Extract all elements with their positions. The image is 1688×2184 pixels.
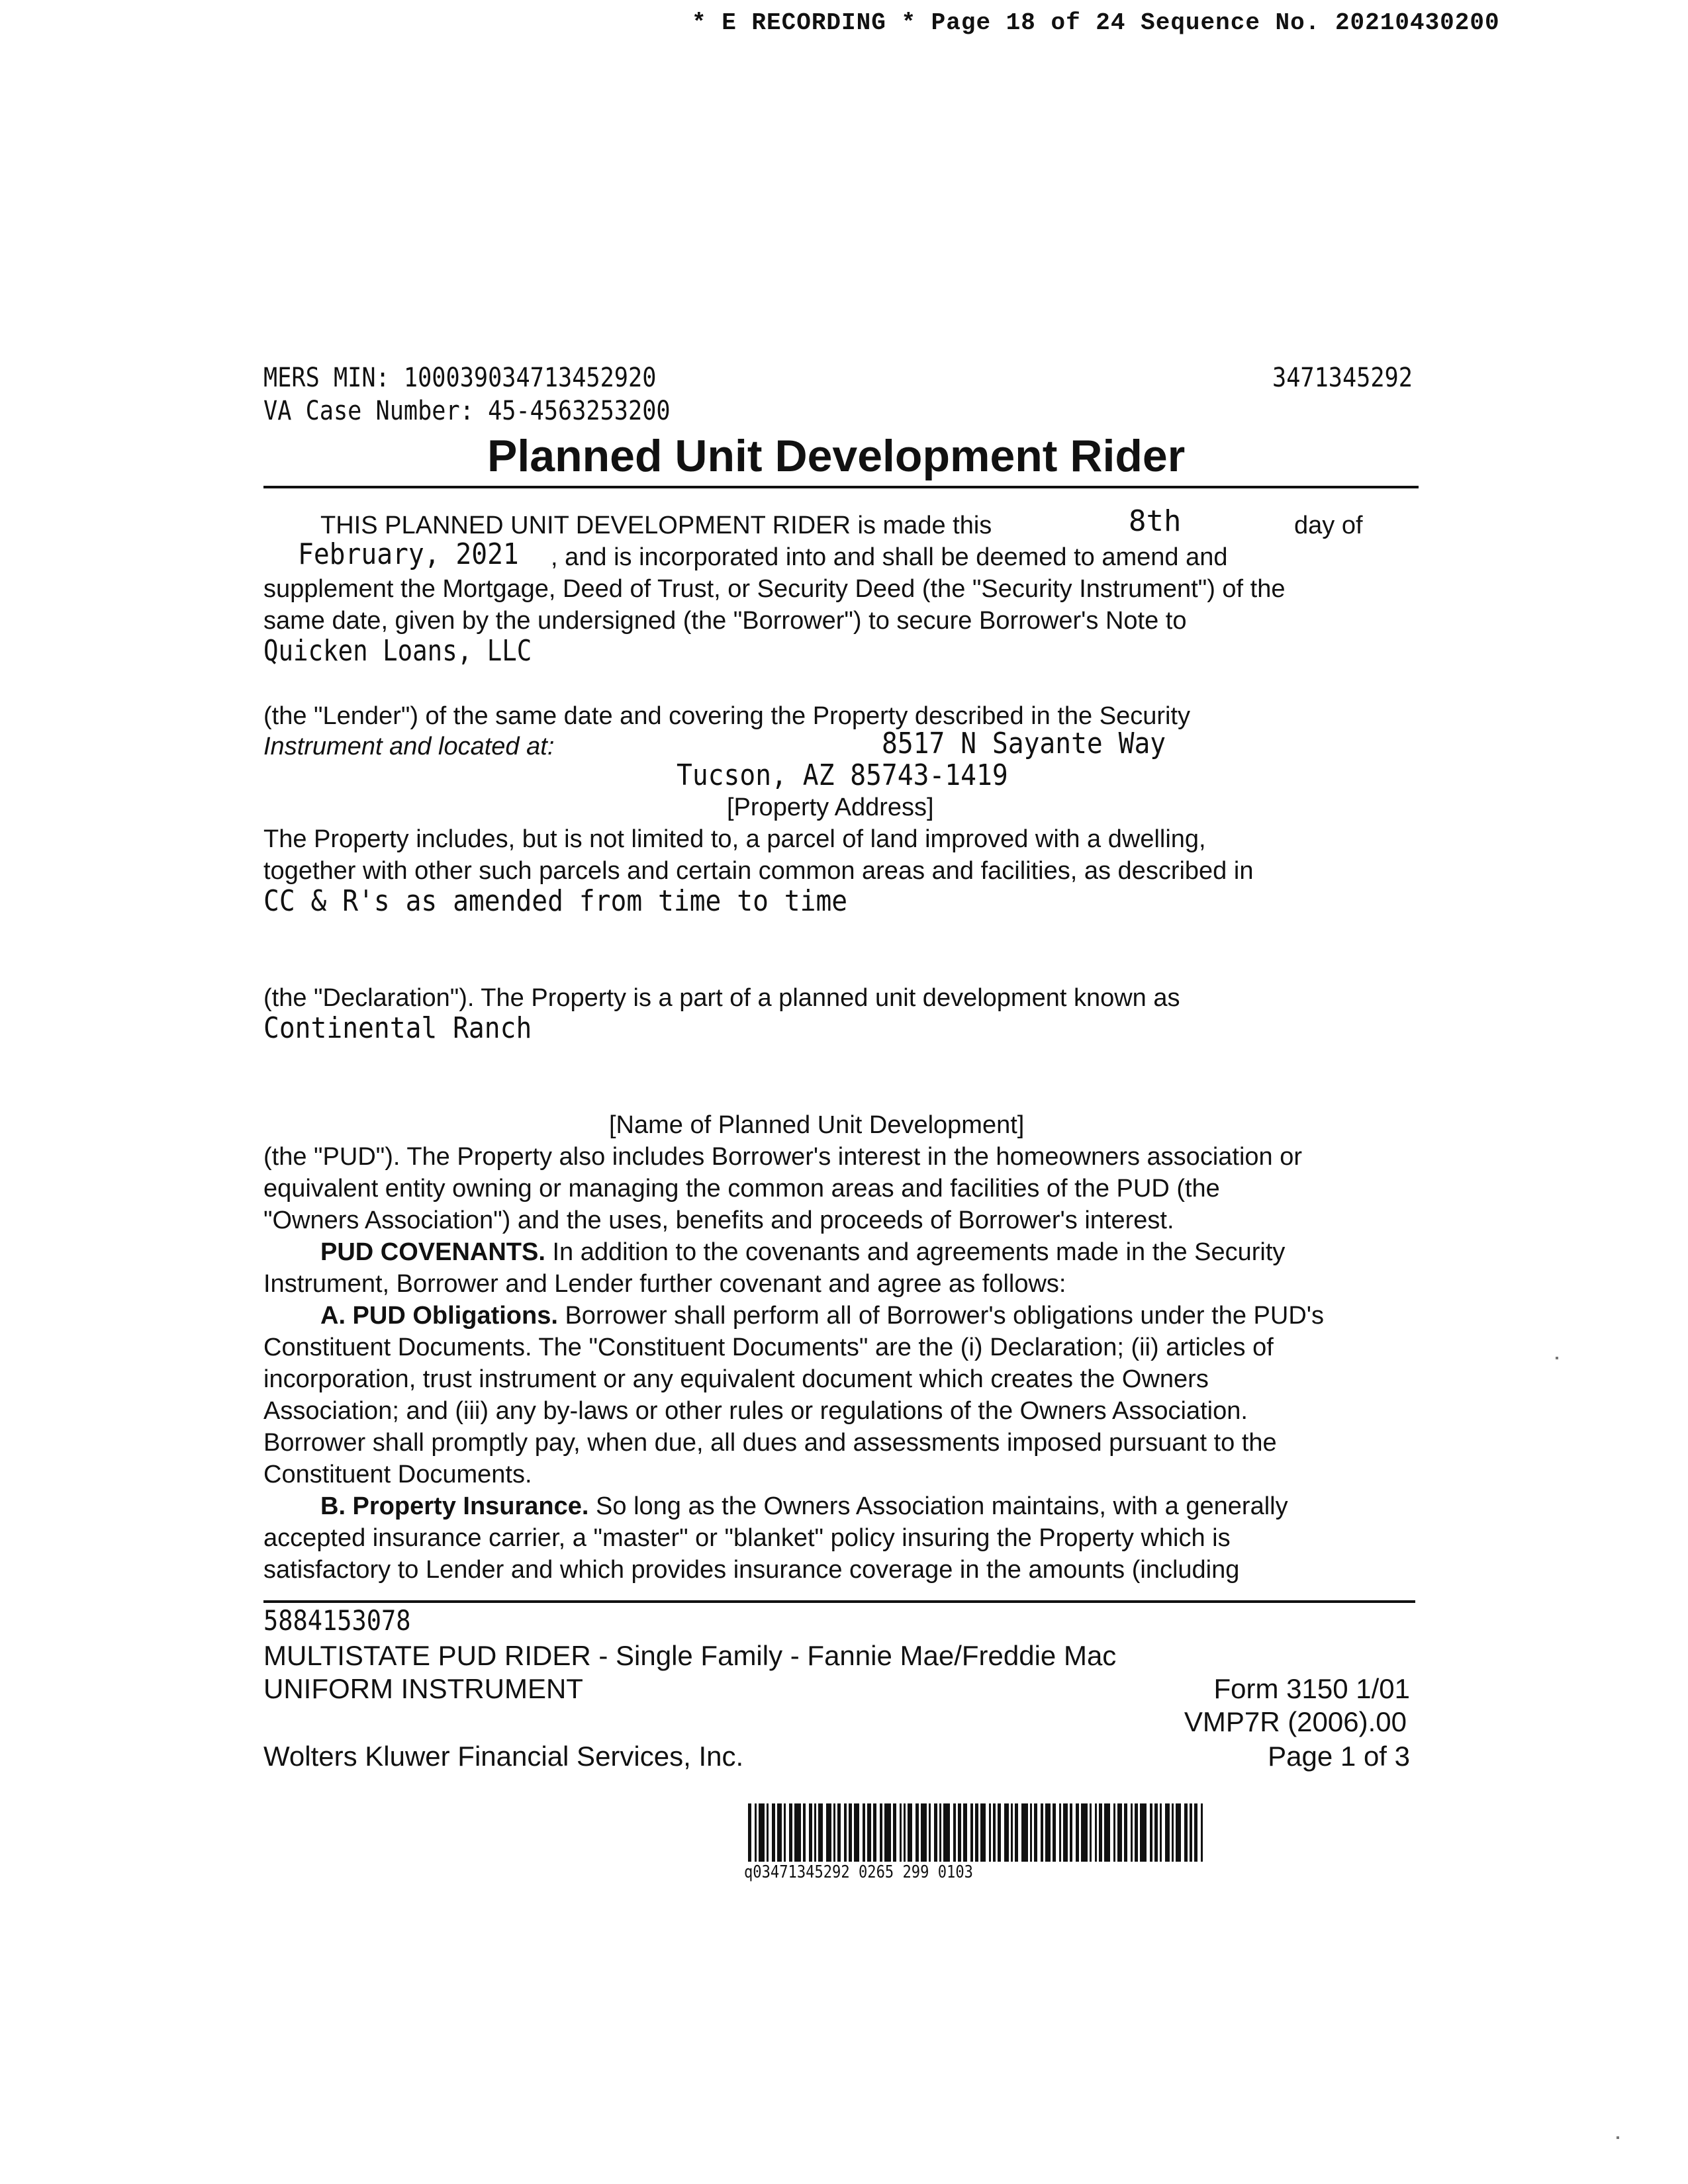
barcode-bar: [818, 1803, 823, 1862]
recording-stamp: * E RECORDING * Page 18 of 24 Sequence No. 20210430200: [692, 9, 1500, 36]
scan-speck: [1617, 2136, 1619, 2139]
barcode-bar: [1099, 1803, 1102, 1862]
barcode-bar: [934, 1803, 937, 1862]
barcode-bar: [1165, 1803, 1170, 1862]
page-title: Planned Unit Development Rider: [487, 431, 1186, 481]
covenants-heading: PUD COVENANTS.: [320, 1238, 545, 1266]
barcode-bar: [1194, 1803, 1197, 1862]
barcode-bar: [767, 1803, 769, 1862]
barcode-bar: [1095, 1803, 1097, 1862]
barcode-bar: [854, 1803, 859, 1862]
mers-min: MERS MIN: 100039034713452920: [263, 363, 657, 393]
publisher: Wolters Kluwer Financial Services, Inc.: [263, 1741, 744, 1772]
lender-line: (the "Lender") of the same date and covering the Property described in the Security: [263, 702, 1190, 730]
barcode-bar: [1081, 1803, 1088, 1862]
barcode-bar: [998, 1803, 1001, 1862]
barcode-bar: [1160, 1803, 1162, 1862]
footer-rule: [263, 1600, 1415, 1603]
covenants-line2: Instrument, Borrower and Lender further covenant and agree as follows:: [263, 1270, 1066, 1298]
property-desc-line1: The Property includes, but is not limited to, a parcel of land improved with a dwelling,: [263, 825, 1206, 853]
barcode-bar: [1113, 1803, 1115, 1862]
section-b-heading: B. Property Insurance.: [320, 1492, 589, 1520]
barcode-bar: [939, 1803, 941, 1862]
barcode-bar: [975, 1803, 978, 1862]
intro-line1: THIS PLANNED UNIT DEVELOPMENT RIDER is made this: [320, 512, 992, 539]
barcode-bar: [1104, 1803, 1109, 1862]
barcode-bar: [1041, 1803, 1043, 1862]
instrument-located-at: Instrument and located at:: [263, 733, 555, 760]
barcode-bar: [880, 1803, 882, 1862]
barcode-bar: [1045, 1803, 1051, 1862]
page-number: Page 1 of 3: [1268, 1741, 1410, 1772]
barcode-bar: [826, 1803, 831, 1862]
barcode-bar: [1131, 1803, 1133, 1862]
barcode-bar: [1076, 1803, 1079, 1862]
pud-paragraph-line: equivalent entity owning or managing the common areas and facilities of the PUD (the: [263, 1175, 1220, 1203]
barcode-bar: [1070, 1803, 1072, 1862]
barcode-bar: [1090, 1803, 1092, 1862]
section-b-text: So long as the Owners Association maintains, with a generally: [588, 1492, 1288, 1520]
form-title: MULTISTATE PUD RIDER - Single Family - Fannie Mae/Freddie Mac: [263, 1640, 1117, 1671]
day-of-label: day of: [1294, 512, 1363, 539]
barcode-bar: [863, 1803, 865, 1862]
rider-month-year: February, 2021: [298, 537, 519, 571]
covenants-text: In addition to the covenants and agreements made in the Security: [545, 1238, 1286, 1266]
barcode-bar: [1004, 1803, 1009, 1862]
barcode-bar: [1015, 1803, 1018, 1862]
barcode: [748, 1803, 1205, 1862]
barcode-bar: [1172, 1803, 1174, 1862]
pud-name-caption: [Name of Planned Unit Development]: [609, 1111, 1025, 1139]
pud-name: Continental Ranch: [263, 1011, 532, 1045]
barcode-bar: [1135, 1803, 1138, 1862]
barcode-bar: [1154, 1803, 1158, 1862]
barcode-bar: [915, 1803, 919, 1862]
lender-name: Quicken Loans, LLC: [263, 634, 532, 668]
property-address-caption: [Property Address]: [727, 794, 934, 821]
barcode-text: q03471345292 0265 299 0103: [744, 1862, 973, 1882]
barcode-bar: [929, 1803, 931, 1862]
barcode-bar: [784, 1803, 786, 1862]
section-a-line: Association; and (iii) any by-laws or other rules or regulations of the Owners Association.: [263, 1397, 1248, 1425]
barcode-bar: [1201, 1803, 1203, 1862]
barcode-bar: [777, 1803, 782, 1862]
barcode-bar: [844, 1803, 846, 1862]
va-case-number: VA Case Number: 45-4563253200: [263, 396, 671, 426]
document-number: 5884153078: [263, 1604, 411, 1637]
property-address-line2: Tucson, AZ 85743-1419: [677, 758, 1008, 792]
section-a-line: incorporation, trust instrument or any equivalent document which creates the Owners: [263, 1365, 1209, 1393]
barcode-bar: [1063, 1803, 1068, 1862]
barcode-bar: [1059, 1803, 1061, 1862]
barcode-bar: [833, 1803, 835, 1862]
section-b-line: accepted insurance carrier, a "master" or "blanket" policy insuring the Property which is: [263, 1524, 1231, 1552]
barcode-bar: [1190, 1803, 1192, 1862]
barcode-bar: [884, 1803, 891, 1862]
barcode-bar: [755, 1803, 757, 1862]
barcode-bar: [904, 1803, 906, 1862]
section-b-line: satisfactory to Lender and which provides insurance coverage in the amounts (including: [263, 1556, 1240, 1584]
uniform-instrument: UNIFORM INSTRUMENT: [263, 1673, 583, 1704]
barcode-bar: [921, 1803, 926, 1862]
barcode-bar: [1117, 1803, 1122, 1862]
rider-day: 8th: [1129, 504, 1182, 538]
declaration-document: CC & R's as amended from time to time: [263, 884, 848, 918]
loan-number: 3471345292: [1272, 363, 1413, 393]
barcode-bar: [789, 1803, 792, 1862]
barcode-bar: [759, 1803, 764, 1862]
barcode-bar: [1034, 1803, 1037, 1862]
covenants-line1: [320, 1236, 1285, 1268]
form-number: Form 3150 1/01: [1213, 1673, 1410, 1704]
barcode-bar: [1124, 1803, 1127, 1862]
barcode-bar: [963, 1803, 968, 1862]
section-a-line: Borrower shall promptly pay, when due, all dues and assessments imposed pursuant to the: [263, 1429, 1277, 1457]
barcode-bar: [1184, 1803, 1188, 1862]
barcode-bar: [980, 1803, 986, 1862]
barcode-bar: [900, 1803, 902, 1862]
section-a-line: Constituent Documents. The "Constituent Documents" are the (i) Declaration; (ii) articles of: [263, 1334, 1274, 1361]
barcode-bar: [993, 1803, 995, 1862]
declaration-line: (the "Declaration"). The Property is a part of a planned unit development known as: [263, 984, 1180, 1012]
barcode-bar: [748, 1803, 751, 1862]
section-a-heading: A. PUD Obligations.: [320, 1302, 558, 1330]
barcode-bar: [1030, 1803, 1032, 1862]
barcode-bar: [1176, 1803, 1181, 1862]
title-rule: [263, 486, 1419, 488]
section-a-line: Constituent Documents.: [263, 1461, 532, 1488]
barcode-bar: [1021, 1803, 1028, 1862]
barcode-bar: [958, 1803, 961, 1862]
barcode-bar: [814, 1803, 816, 1862]
barcode-bar: [943, 1803, 950, 1862]
barcode-bar: [809, 1803, 812, 1862]
pud-paragraph-line: "Owners Association") and the uses, benefits and proceeds of Borrower's interest.: [263, 1206, 1174, 1234]
barcode-bar: [970, 1803, 972, 1862]
barcode-bar: [1053, 1803, 1056, 1862]
property-desc-line2: together with other such parcels and certain common areas and facilities, as described in: [263, 857, 1254, 885]
section-b-line1: [320, 1490, 1288, 1522]
barcode-bar: [867, 1803, 872, 1862]
barcode-bar: [849, 1803, 852, 1862]
barcode-bar: [803, 1803, 805, 1862]
barcode-bar: [794, 1803, 801, 1862]
barcode-bar: [1011, 1803, 1013, 1862]
intro-line3: supplement the Mortgage, Deed of Trust, or Security Deed (the "Security Instrument") of the: [263, 575, 1286, 603]
barcode-bar: [908, 1803, 912, 1862]
barcode-bar: [772, 1803, 775, 1862]
barcode-bar: [873, 1803, 876, 1862]
barcode-bar: [1140, 1803, 1147, 1862]
section-a-line1: [320, 1300, 1324, 1332]
barcode-bar: [953, 1803, 955, 1862]
vmp-code: VMP7R (2006).00: [1184, 1706, 1407, 1737]
scan-speck: [1556, 1357, 1558, 1359]
section-a-text: Borrower shall perform all of Borrower's obligations under the PUD's: [557, 1302, 1325, 1330]
pud-paragraph-line: (the "PUD"). The Property also includes Borrower's interest in the homeowners association or: [263, 1143, 1303, 1171]
barcode-bar: [837, 1803, 841, 1862]
property-address-line1: 8517 N Sayante Way: [882, 727, 1166, 760]
barcode-bar: [1150, 1803, 1152, 1862]
intro-line2: , and is incorporated into and shall be deemed to amend and: [551, 543, 1228, 571]
intro-line4: same date, given by the undersigned (the "Borrower") to secure Borrower's Note to: [263, 607, 1187, 635]
barcode-bar: [893, 1803, 896, 1862]
barcode-bar: [989, 1803, 991, 1862]
